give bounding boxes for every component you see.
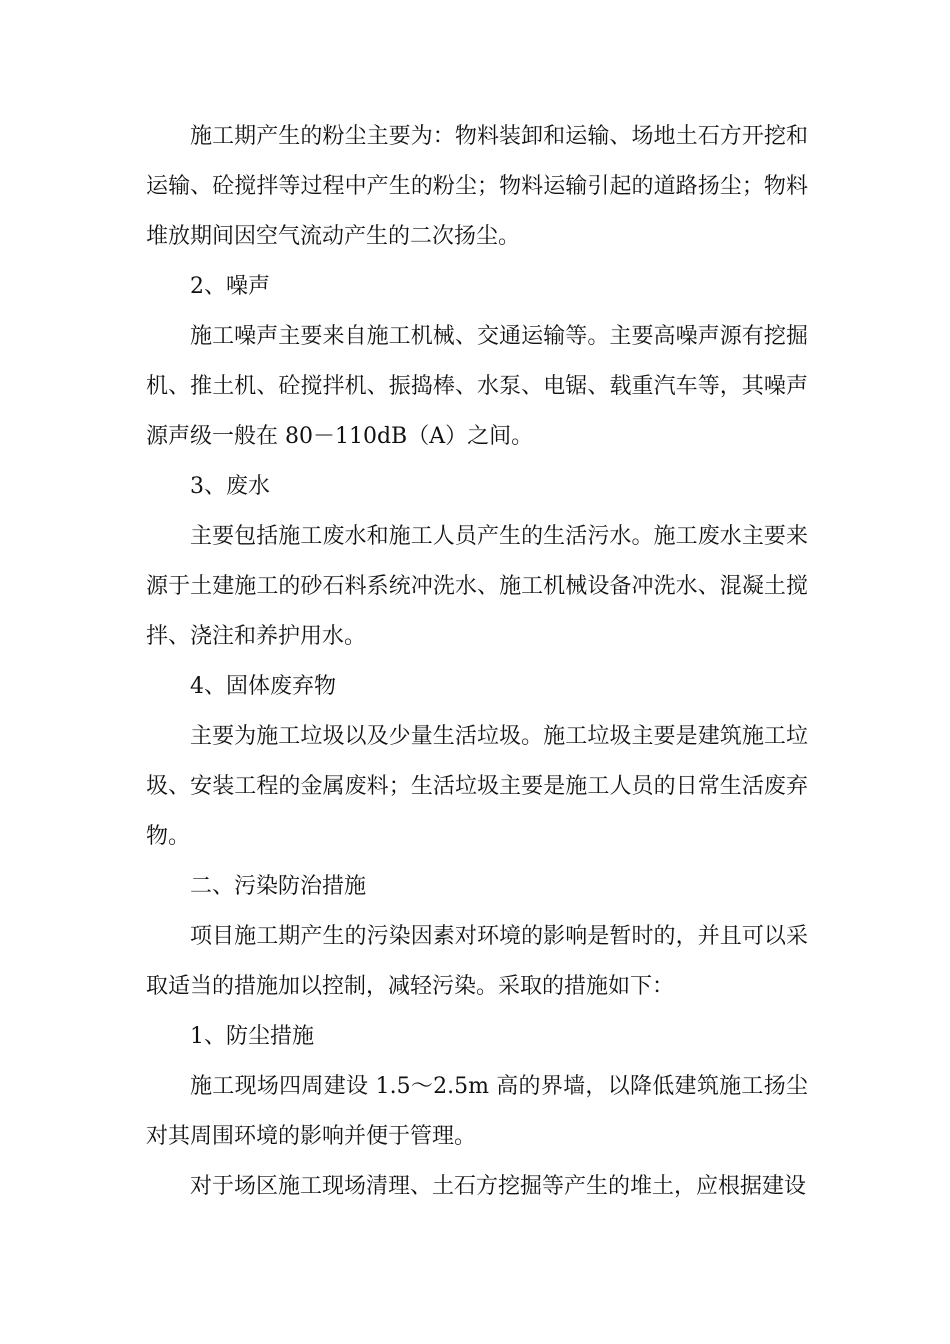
paragraph-noise-sources: 施工噪声主要来自施工机械、交通运输等。主要高噪声源有挖掘机、推土机、砼搅拌机、振捣棒、水泵、电锯、载重汽车等，其噪声源声级一般在 80－110dB（A）之间。 [146, 324, 808, 449]
paragraph-dust-sources: 施工期产生的粉尘主要为：物料装卸和运输、场地土石方开挖和运输、砼搅拌等过程中产生的粉尘；物料运输引起的道路扬尘；物料堆放期间因空气流动产生的二次扬尘。 [146, 124, 808, 249]
document-body [146, 112, 808, 1212]
heading-dust-prevention: 1、防尘措施 [190, 1024, 314, 1049]
heading-wastewater: 3、废水 [190, 474, 270, 499]
paragraph-prevention-intro: 项目施工期产生的污染因素对环境的影响是暂时的，并且可以采取适当的措施加以控制，减轻污染。采取的措施如下： [146, 924, 808, 999]
paragraph-soil-piles: 对于场区施工现场清理、土石方挖掘等产生的堆土，应根据建设 [190, 1174, 807, 1199]
paragraph-solid-waste: 主要为施工垃圾以及少量生活垃圾。施工垃圾主要是建筑施工垃圾、安装工程的金属废料；生活垃圾主要是施工人员的日常生活废弃物。 [146, 724, 808, 849]
heading-pollution-prevention: 二、污染防治措施 [190, 874, 367, 899]
heading-noise: 2、噪声 [190, 274, 270, 299]
heading-solid-waste: 4、固体废弃物 [190, 674, 336, 699]
paragraph-wastewater: 主要包括施工废水和施工人员产生的生活污水。施工废水主要来源于土建施工的砂石料系统冲洗水、施工机械设备冲洗水、混凝土搅拌、浇注和养护用水。 [146, 524, 808, 649]
paragraph-boundary-wall: 施工现场四周建设 1.5～2.5m 高的界墙，以降低建筑施工扬尘对其周围环境的影响并便于管理。 [146, 1074, 808, 1149]
